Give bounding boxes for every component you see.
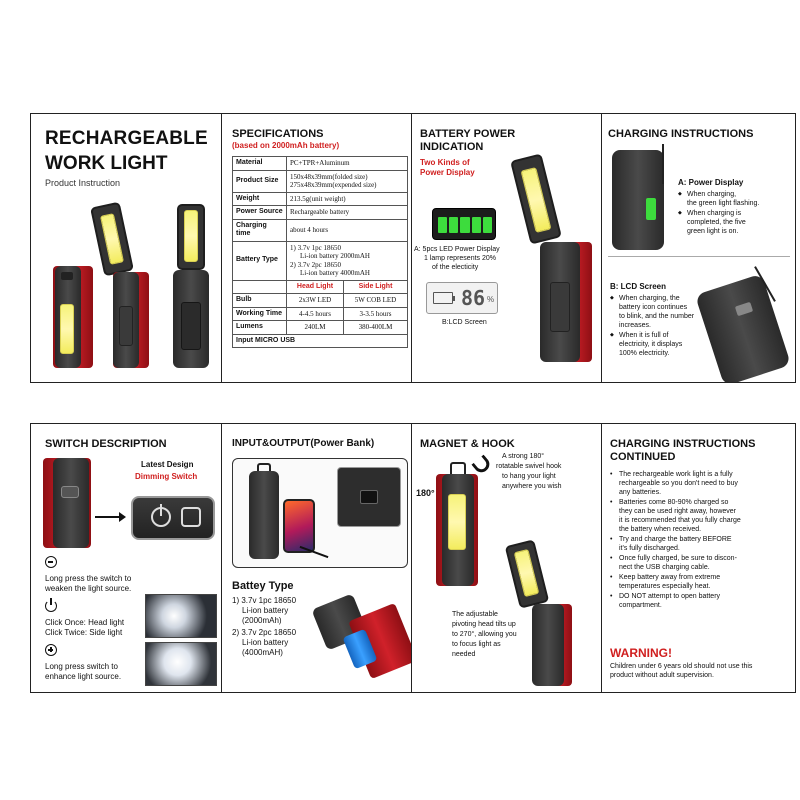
pivot-text-5: needed [452, 651, 476, 658]
battery-title-line1: BATTERY POWER [420, 128, 516, 140]
list-item: • The rechargeable work light is a fully rechargeable so you don't need to buy any batteries. [610, 470, 794, 497]
power-display-list [678, 190, 788, 237]
list-item: ◆ When charging, the green light flashing. [678, 190, 788, 208]
charging-continued-list [610, 470, 794, 611]
plus-text-1: Long press switch to [45, 662, 118, 671]
list-item: • Try and charge the battery BEFORE it's fully discharged. [610, 535, 794, 553]
table-row [233, 280, 408, 294]
pivot-text-4: to focus light as [452, 641, 501, 648]
plus-circle-icon [45, 644, 57, 656]
panel-battery-indication [411, 113, 606, 383]
specifications-title: SPECIFICATIONS [232, 128, 324, 140]
panel-charging-continued [601, 423, 796, 693]
usb-port-closeup [337, 467, 401, 527]
side-light-header: Side Light [343, 280, 407, 294]
warning-heading: WARNING! [610, 646, 672, 660]
table-row: Battery Type 1) 3.7v 1pc 18650 Li-ion battery 2000mAH 2) 3.7v 2pc 18650 Li-ion battery 4000mAH [233, 241, 408, 280]
two-kinds-line1: Two Kinds of [420, 158, 470, 167]
table-row: Material PC+TPR+Aluminum [233, 157, 408, 171]
battery-compartment-photo [318, 596, 410, 676]
lcd-screen-list [610, 294, 710, 359]
pivot-text-3: to 270°, allowing you [452, 631, 517, 638]
warning-text-1: Children under 6 years old should not use this [610, 663, 753, 670]
dimming-switch-label: Dimming Switch [135, 472, 198, 481]
charging-continued-title-1: CHARGING INSTRUCTIONS [610, 438, 756, 450]
battery-type-title: Battey Type [232, 580, 294, 592]
table-row: Working Time 4-4.5 hours 3-3.5 hours [233, 307, 408, 321]
magnet-hook-title: MAGNET & HOOK [420, 438, 515, 450]
panel-product-intro [30, 113, 225, 383]
table-row: Bulb 2x3W LED 5W COB LED [233, 294, 408, 308]
product-title-line1: RECHARGEABLE [45, 128, 208, 149]
led-power-display [432, 208, 496, 240]
lcd-value: 86 [461, 286, 486, 310]
table-row: Product Size 150x48x39mm(folded size) 275x48x39mm(expended size) [233, 170, 408, 192]
battery-type-line6: (4000mAH) [242, 648, 283, 657]
list-item: • Keep battery away from extreme temperatures especially heat. [610, 573, 794, 591]
panel-input-output [221, 423, 416, 693]
battery-type-line1: 1) 3.7v 1pc 18650 [232, 596, 297, 605]
arrow-right-icon [95, 516, 121, 518]
led-caption-3: of the electicity [432, 264, 479, 271]
list-item: • Once fully charged, be sure to discon- nect the USB charging cable. [610, 554, 794, 572]
panel-specifications [221, 113, 416, 383]
led-caption-1: A: 5pcs LED Power Display [414, 246, 500, 253]
section-divider [608, 256, 790, 257]
head-light-photo [145, 594, 217, 638]
list-item: ◆ When charging is completed, the five green light is on. [678, 209, 788, 236]
input-output-title: INPUT&OUTPUT(Power Bank) [232, 438, 375, 449]
hook-text-2: rotatable swivel hook [496, 463, 562, 470]
list-item: • Batteries come 80-90% charged so they can be used right away, however it is recommended that you fully charge the battery when received. [610, 498, 794, 534]
head-light-header: Head Light [287, 280, 344, 294]
side-light-photo [145, 642, 217, 686]
product-title-line2: WORK LIGHT [45, 153, 168, 174]
lcd-screen-title: B: LCD Screen [610, 282, 667, 291]
pivot-text-2: pivoting head tilts up [452, 621, 516, 628]
plus-minus-icon [181, 507, 201, 527]
rotation-degree-label: 180° [416, 488, 435, 498]
battery-title-line2: INDICATION [420, 141, 484, 153]
dimming-switch-closeup[interactable] [131, 496, 215, 540]
battery-type-line4: 2) 3.7v 2pc 18650 [232, 628, 297, 637]
minus-circle-icon [45, 556, 57, 568]
product-subtitle: Product Instruction [45, 178, 121, 188]
charging-title: CHARGING INSTRUCTIONS [608, 128, 754, 140]
minus-text-2: weaken the light source. [45, 584, 132, 593]
power-display-title: A: Power Display [678, 178, 744, 187]
panel-charging-instructions [601, 113, 796, 383]
click-once-text: Click Once: Head light [45, 618, 125, 627]
table-row: Charging time about 4 hours [233, 219, 408, 241]
panel-switch-description [30, 423, 225, 693]
battery-outline-icon [433, 292, 453, 304]
table-row: Lumens 240LM 380-400LM [233, 321, 408, 335]
battery-type-line5: Li-ion battery [242, 638, 289, 647]
two-kinds-line2: Power Display [420, 168, 475, 177]
hook-text-1: A strong 180° [502, 453, 545, 460]
lcd-caption: B:LCD Screen [442, 319, 487, 326]
specifications-subtitle: (based on 2000mAh battery) [232, 141, 340, 150]
list-item: ◆ When it is full of electricity, it displays 100% electricity. [610, 331, 710, 358]
magnet-icon [471, 454, 492, 475]
hook-text-3: to hang your light [502, 473, 556, 480]
table-row: Weight 213.5g(unit weight) [233, 192, 408, 206]
led-caption-2: 1 lamp represents 20% [424, 255, 496, 262]
latest-design-label: Latest Design [141, 460, 194, 469]
table-row: Power Source Rechargeable battery [233, 206, 408, 220]
battery-type-line2: Li-ion battery [242, 606, 289, 615]
list-item: ◆ When charging, the battery icon continues to blink, and the number increases. [610, 294, 710, 330]
battery-type-line3: (2000mAh) [242, 616, 282, 625]
list-item: • DO NOT attempt to open battery compartment. [610, 592, 794, 610]
power-bank-photo [232, 458, 408, 568]
hook-text-4: anywhere you wish [502, 483, 562, 490]
switch-title: SWITCH DESCRIPTION [45, 438, 167, 450]
panel-magnet-hook [411, 423, 606, 693]
click-twice-text: Click Twice: Side light [45, 628, 123, 637]
lcd-unit: % [487, 295, 495, 304]
plus-text-2: enhance light source. [45, 672, 122, 681]
warning-text-2: product without adult supervision. [610, 672, 714, 679]
smartphone-image [283, 499, 315, 553]
lcd-screen-display [426, 282, 498, 314]
charging-continued-title-2: CONTINUED [610, 451, 676, 463]
specifications-table [232, 156, 408, 348]
table-row: Input MICRO USB [233, 334, 408, 348]
minus-text-1: Long press the switch to [45, 574, 132, 583]
pivot-text-1: The adjustable [452, 611, 498, 618]
